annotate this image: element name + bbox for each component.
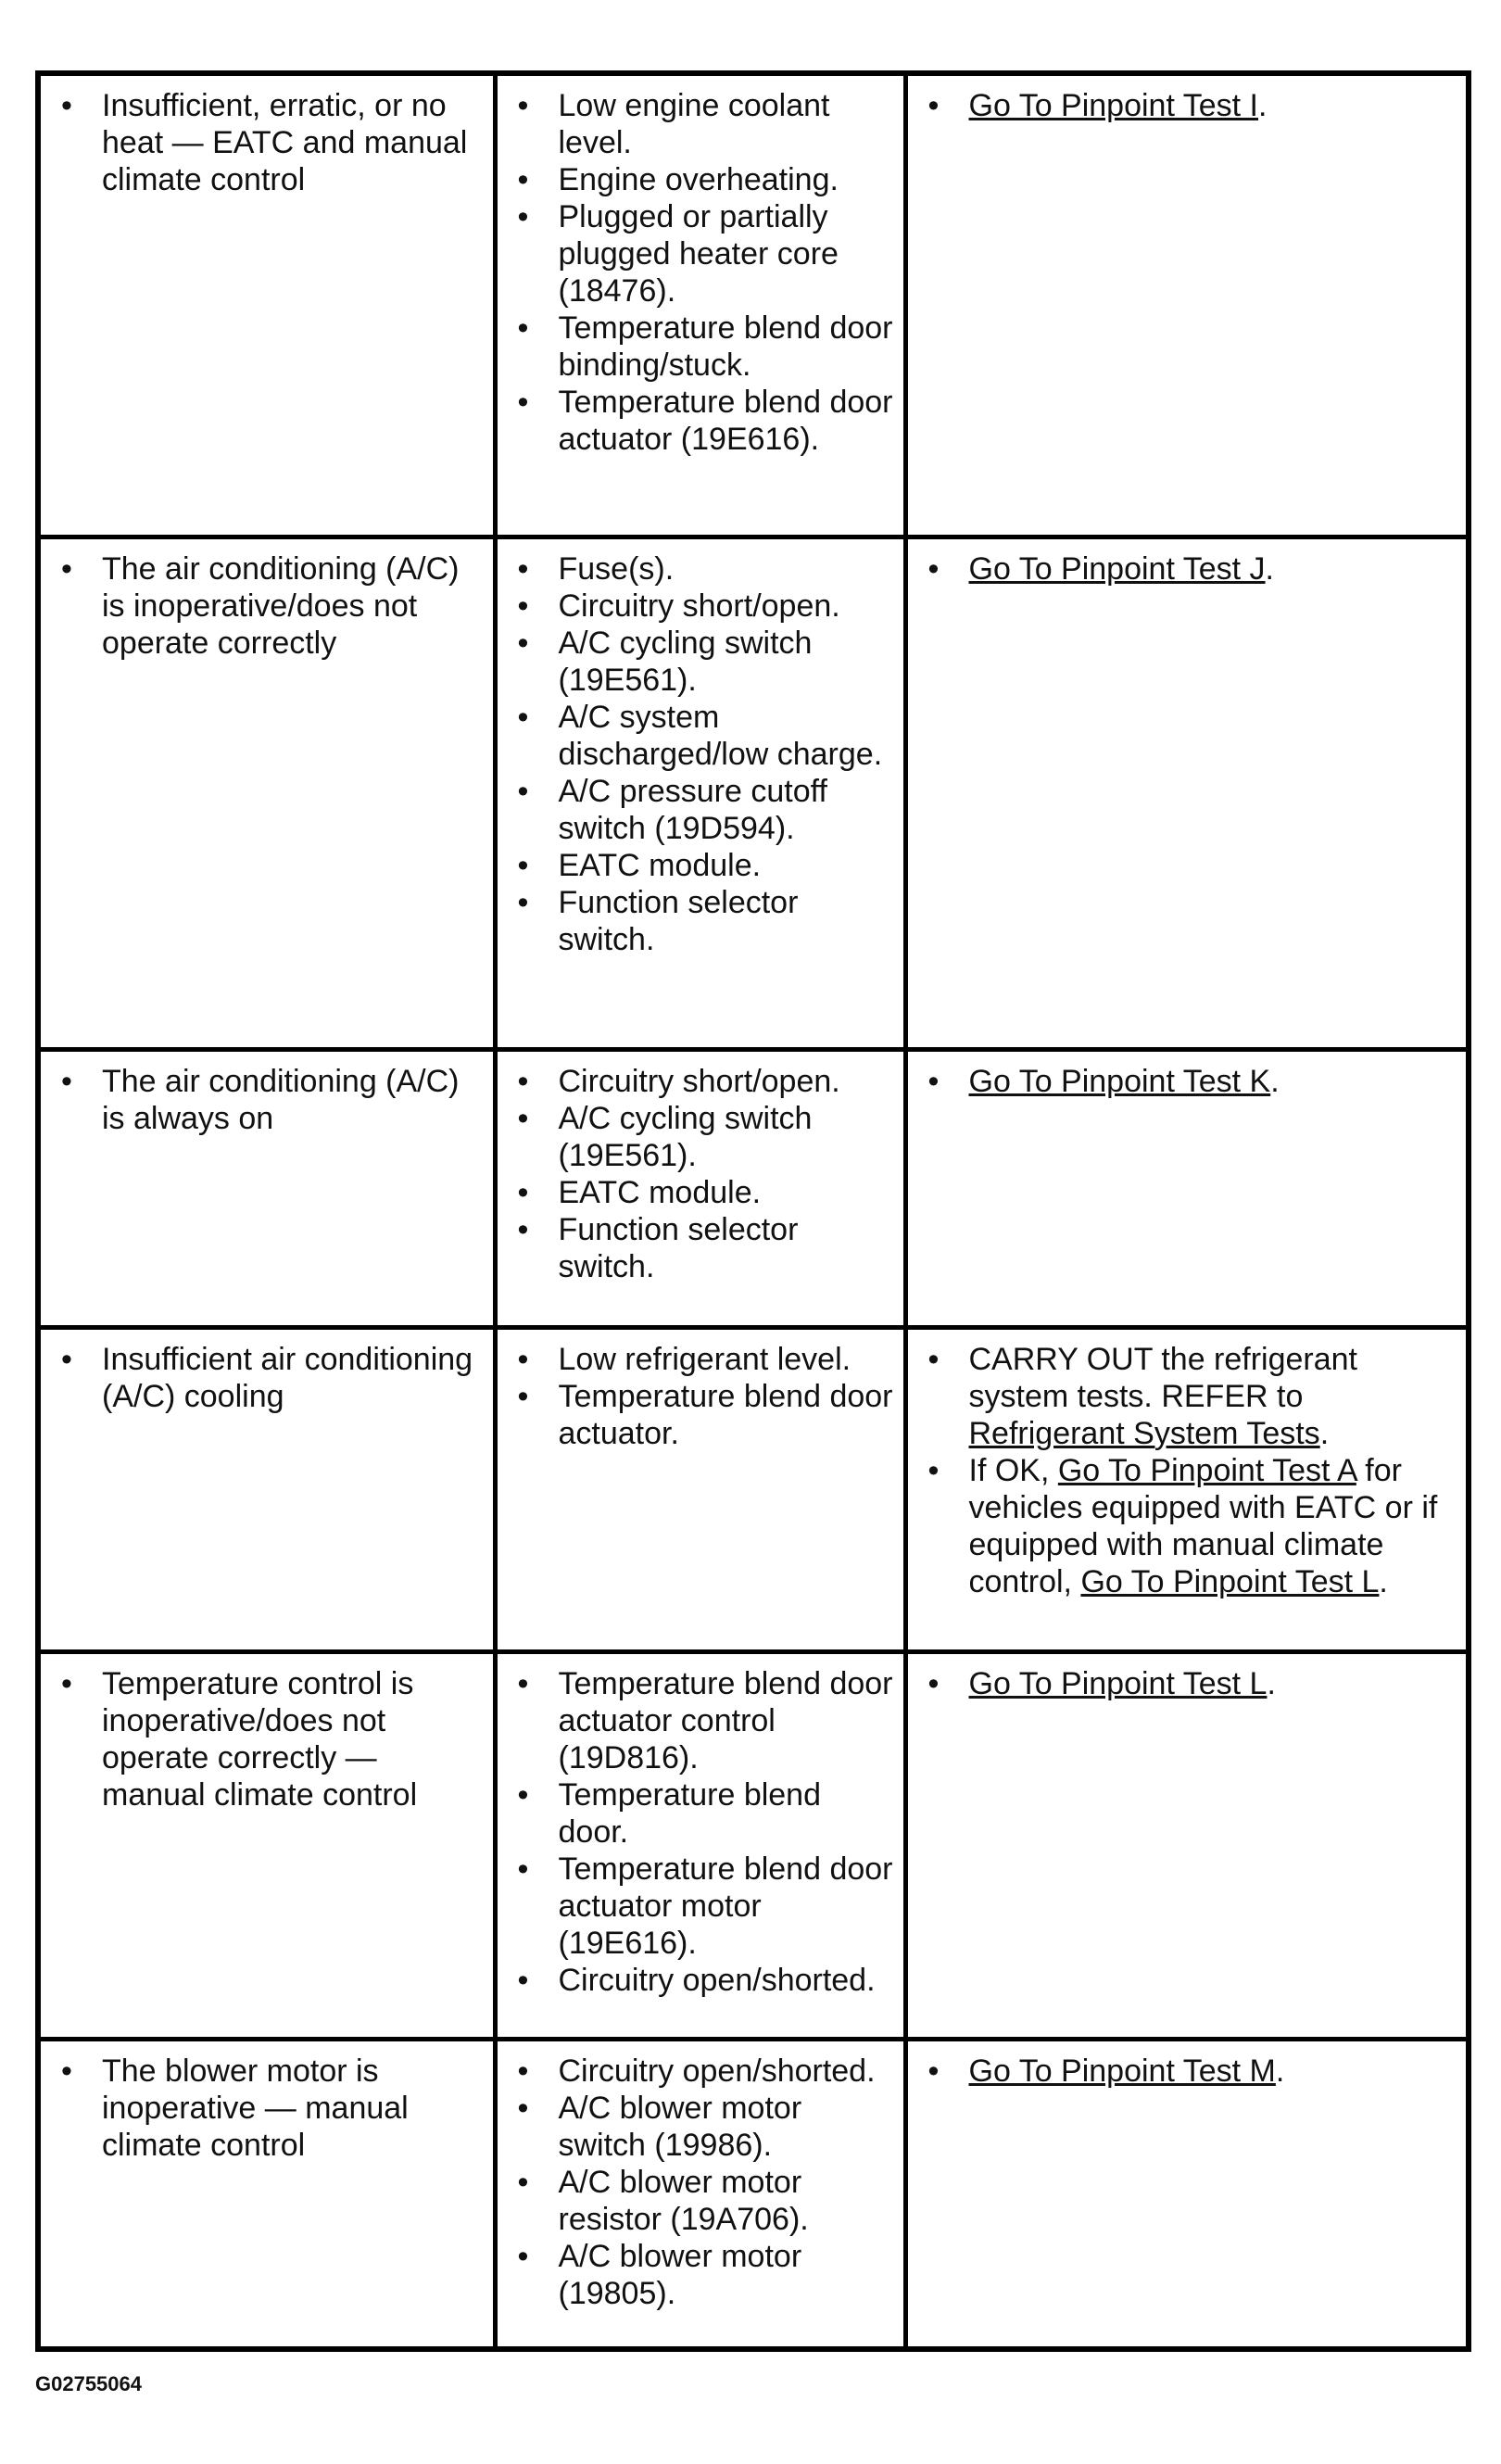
cause-item: • A/C cycling switch (19E561). xyxy=(559,1100,894,1174)
cause-item: • Circuitry open/shorted. xyxy=(559,1962,894,1999)
action-text: CARRY OUT the refrigerant system tests. REFER to xyxy=(968,1341,1358,1414)
table-row xyxy=(38,1049,1469,1327)
action-cell xyxy=(905,2039,1469,2349)
condition-cell xyxy=(38,73,495,537)
table-row xyxy=(38,1651,1469,2039)
action-cell xyxy=(905,537,1469,1049)
cause-item: • Fuse(s). xyxy=(559,550,894,588)
cause-item: • A/C blower motor resistor (19A706). xyxy=(559,2164,894,2238)
pinpoint-test-m-link[interactable]: Go To Pinpoint Test M xyxy=(968,2053,1276,2089)
diagnosis-table xyxy=(35,70,1471,2352)
table-row xyxy=(38,73,1469,537)
pinpoint-test-k-link[interactable]: Go To Pinpoint Test K xyxy=(968,1063,1271,1099)
causes-cell xyxy=(495,1049,905,1327)
action-cell xyxy=(905,1327,1469,1651)
table-row xyxy=(38,2039,1469,2349)
condition-cell xyxy=(38,2039,495,2349)
action-item: • Go To Pinpoint Test J. xyxy=(969,550,1457,588)
refrigerant-system-tests-link[interactable]: Refrigerant System Tests xyxy=(968,1415,1320,1451)
causes-cell xyxy=(495,1651,905,2039)
condition-cell xyxy=(38,1651,495,2039)
cause-item: • Function selector switch. xyxy=(559,1211,894,1285)
condition-text: • Temperature control is inoperative/does not operate correctly — manual climate control xyxy=(102,1665,484,1813)
cause-item: • Plugged or partially plugged heater core (18476). xyxy=(559,198,894,310)
table-row xyxy=(38,537,1469,1049)
cause-item: • Function selector switch. xyxy=(559,884,894,958)
action-cell xyxy=(905,1049,1469,1327)
causes-cell xyxy=(495,2039,905,2349)
condition-text: • Insufficient, erratic, or no heat — EATC and manual climate control xyxy=(102,87,484,198)
cause-item: • Temperature blend door actuator control (19D816). xyxy=(559,1665,894,1776)
action-item: • CARRY OUT the refrigerant system tests. REFER to Refrigerant System Tests. xyxy=(969,1341,1457,1452)
cause-item: • A/C system discharged/low charge. xyxy=(559,699,894,773)
pinpoint-test-j-link[interactable]: Go To Pinpoint Test J xyxy=(968,550,1266,587)
cause-item: • Temperature blend door actuator (19E616). xyxy=(559,384,894,458)
causes-cell xyxy=(495,1327,905,1651)
cause-item: • Engine overheating. xyxy=(559,161,894,198)
condition-cell xyxy=(38,1327,495,1651)
action-item: • Go To Pinpoint Test L. xyxy=(969,1665,1457,1702)
pinpoint-test-i-link[interactable]: Go To Pinpoint Test I xyxy=(968,88,1258,123)
condition-cell xyxy=(38,1049,495,1327)
causes-cell xyxy=(495,73,905,537)
cause-item: • A/C blower motor switch (19986). xyxy=(559,2090,894,2164)
cause-item: • Low engine coolant level. xyxy=(559,87,894,161)
action-item: • Go To Pinpoint Test M. xyxy=(969,2053,1457,2090)
table-row xyxy=(38,1327,1469,1651)
action-item: • If OK, Go To Pinpoint Test A for vehicles equipped with EATC or if equipped with manual climate control, Go To Pinpoint Test L. xyxy=(969,1452,1457,1600)
pinpoint-test-l-link[interactable]: Go To Pinpoint Test L xyxy=(968,1665,1268,1701)
cause-item: • A/C blower motor (19805). xyxy=(559,2238,894,2312)
condition-text: • The blower motor is inoperative — manual climate control xyxy=(102,2053,484,2164)
cause-item: • Low refrigerant level. xyxy=(559,1341,894,1378)
condition-text: • The air conditioning (A/C) is always on xyxy=(102,1063,484,1137)
cause-item: • A/C pressure cutoff switch (19D594). xyxy=(559,773,894,847)
cause-item: • Circuitry short/open. xyxy=(559,588,894,625)
figure-id-label: G02755064 xyxy=(35,2372,142,2395)
action-cell xyxy=(905,1651,1469,2039)
cause-item: • Circuitry open/shorted. xyxy=(559,2053,894,2090)
cause-item: • Temperature blend door actuator. xyxy=(559,1378,894,1452)
action-item: • Go To Pinpoint Test K. xyxy=(969,1063,1457,1100)
pinpoint-test-l-link[interactable]: Go To Pinpoint Test L xyxy=(1080,1563,1380,1599)
cause-item: • EATC module. xyxy=(559,1174,894,1211)
action-cell xyxy=(905,73,1469,537)
action-text: If OK, xyxy=(968,1452,1058,1488)
cause-item: • A/C cycling switch (19E561). xyxy=(559,625,894,699)
condition-text: • Insufficient air conditioning (A/C) cooling xyxy=(102,1341,484,1415)
action-text: for vehicles equipped with EATC or if equipped with manual climate control, xyxy=(968,1452,1438,1599)
cause-item: • Temperature blend door actuator motor (19E616). xyxy=(559,1851,894,1962)
condition-text: • The air conditioning (A/C) is inoperative/does not operate correctly xyxy=(102,550,484,662)
pinpoint-test-a-link[interactable]: Go To Pinpoint Test A xyxy=(1057,1452,1356,1488)
condition-cell xyxy=(38,537,495,1049)
cause-item: • Circuitry short/open. xyxy=(559,1063,894,1100)
causes-cell xyxy=(495,537,905,1049)
cause-item: • Temperature blend door binding/stuck. xyxy=(559,310,894,384)
cause-item: • EATC module. xyxy=(559,847,894,884)
cause-item: • Temperature blend door. xyxy=(559,1776,894,1851)
action-item: • Go To Pinpoint Test I. xyxy=(969,87,1457,124)
